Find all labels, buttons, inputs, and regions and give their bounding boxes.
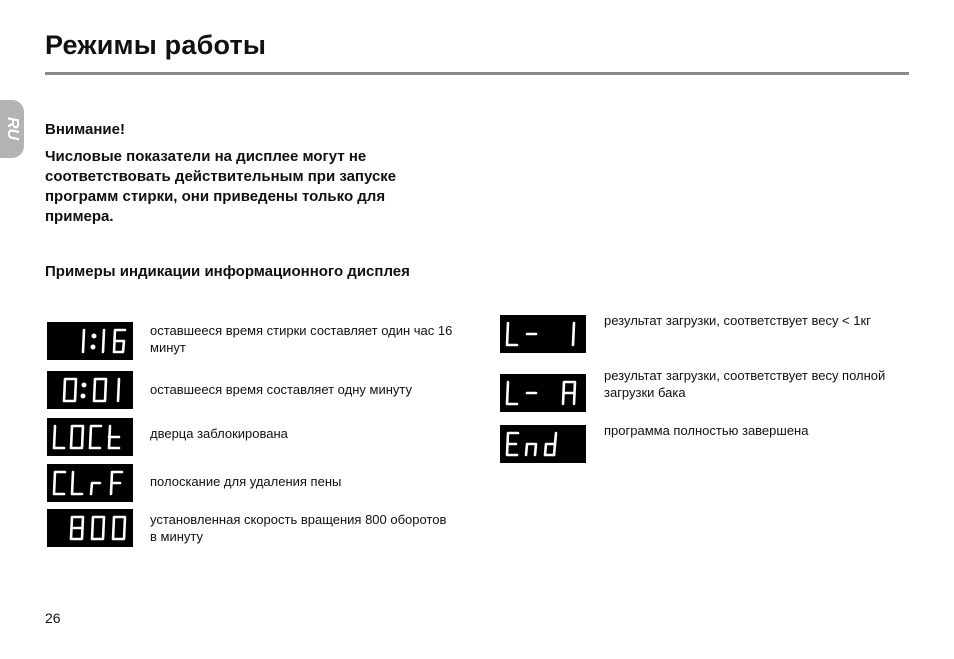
page-number: 26 <box>45 610 61 626</box>
display-example <box>500 425 586 463</box>
display-example <box>47 371 133 409</box>
display-description: установленная скорость вращения 800 оборотов в минуту <box>150 512 447 544</box>
language-tab <box>0 100 24 158</box>
display-example <box>47 464 133 502</box>
warning-text: Числовые показатели на дисплее могут не соответствовать действительным при запуске программ стирки, они приведены только для примера. <box>45 148 397 225</box>
display-description: оставшееся время стирки составляет один час 16 минут <box>150 323 453 355</box>
language-tab-label: RU <box>4 117 21 141</box>
title-divider <box>45 72 909 75</box>
display-description: результат загрузки, соответствует весу < 1кг <box>604 313 871 328</box>
display-example <box>47 509 133 547</box>
display-description: дверца заблокирована <box>150 426 288 441</box>
display-example <box>500 374 586 412</box>
display-description: полоскание для удаления пены <box>150 474 342 489</box>
display-description: оставшееся время составляет одну минуту <box>150 382 412 397</box>
warning-heading: Внимание! <box>45 121 125 138</box>
display-example <box>47 418 133 456</box>
display-description: программа полностью завершена <box>604 423 809 438</box>
display-example <box>500 315 586 353</box>
examples-heading: Примеры индикации информационного дисплея <box>45 263 410 280</box>
display-description: результат загрузки, соответствует весу полной загрузки бака <box>604 368 886 400</box>
display-example <box>47 322 133 360</box>
page-title: Режимы работы <box>45 30 267 60</box>
